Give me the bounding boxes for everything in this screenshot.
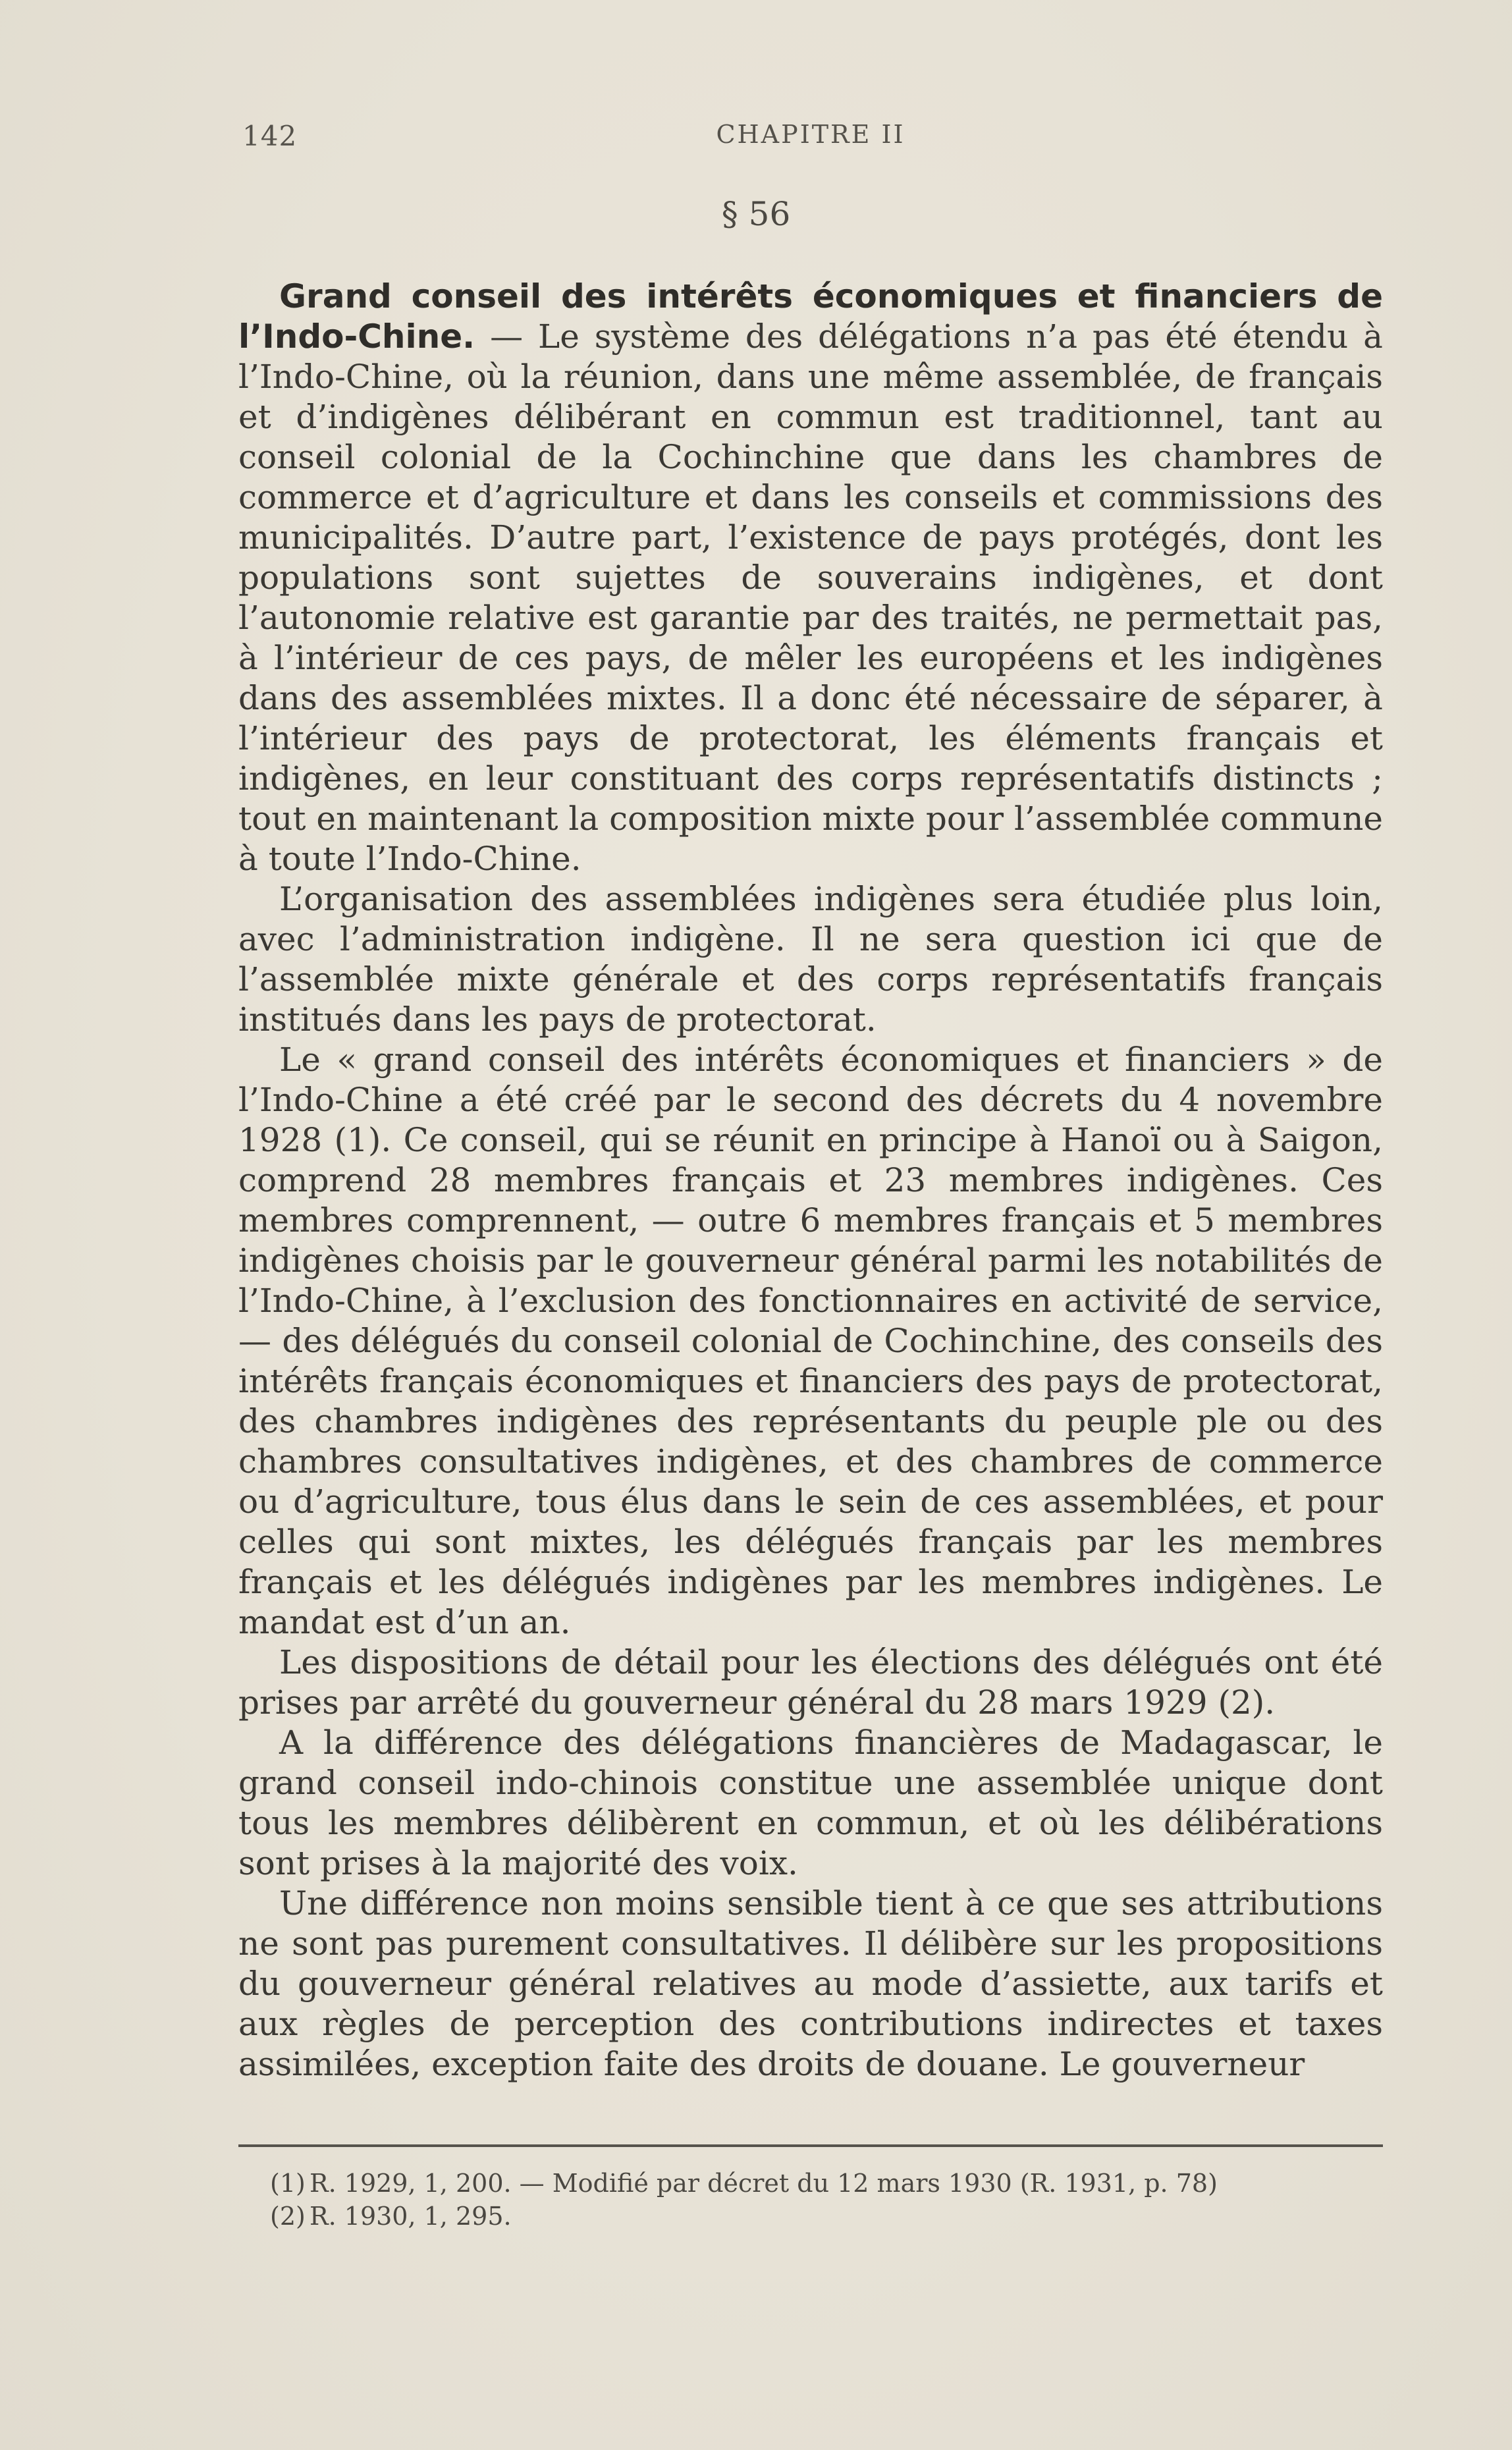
paragraph-2: L’organisation des assemblées indigènes sera étudiée plus loin, avec l’administration indigène. Il ne sera question ici que de l’assemblée mixte générale et des corps représentatifs français institués dans les pays de protectorat.: [238, 880, 1383, 1039]
footnote-2-text: R. 1930, 1, 295.: [310, 2202, 512, 2231]
paragraph-4: Les dispositions de détail pour les élections des délégués ont été prises par arrêté du gouverneur général du 28 mars 1929 (2).: [238, 1643, 1383, 1722]
running-head: [238, 120, 1383, 159]
footnotes: [270, 2167, 1383, 2233]
footnote-rule: [238, 2144, 1383, 2147]
section-number: § 56: [721, 195, 791, 233]
footnote-1-text: R. 1929, 1, 200. — Modifié par décret du 12 mars 1930 (R. 1931, p. 78): [310, 2169, 1218, 2198]
footnote-2-marker: (2): [270, 2202, 306, 2231]
page-number: 142: [242, 120, 298, 152]
footnote-1: [270, 2167, 1383, 2200]
section-heading: Grand conseil des intérêts économiques et financiers de l’Indo-Chine.: [238, 277, 1383, 356]
paragraph-1: [238, 277, 1383, 879]
body-text: [238, 277, 1383, 2084]
footnote-2: [270, 2200, 1383, 2233]
paragraph-6: Une différence non moins sensible tient à ce que ses attributions ne sont pas purement consultatives. Il délibère sur les propositions du gouverneur général relatives au mode d’assiette, aux tarifs et aux règles de perception des contributions indirectes et taxes assimilées, exception faite des droits de douane. Le gouverneur: [238, 1884, 1383, 2083]
chapter-title: CHAPITRE II: [716, 120, 905, 149]
paragraph-3: Le « grand conseil des intérêts économiques et financiers » de l’Indo-Chine a été créé par le second des décrets du 4 novembre 1928 (1). Ce conseil, qui se réunit en principe à Hanoï ou à Saigon, comprend 28 membres français et 23 membres indigènes. Ces membres comprennent, — outre 6 membres français et 5 membres indigènes choisis par le gouverneur général parmi les notabilités de l’Indo-Chine, à l’exclusion des fonctionnaires en activité de service, — des délégués du conseil colonial de Cochinchine, des conseils des intérêts français économiques et financiers des pays de protectorat, des chambres indigènes des représentants du peuple ple ou des chambres consultatives indigènes, et des chambres de commerce ou d’agriculture, tous élus dans le sein de ces assemblées, et pour celles qui sont mixtes, les délégués français par les membres français et les délégués indigènes par les membres indigènes. Le mandat est d’un an.: [238, 1041, 1383, 1641]
footnote-1-marker: (1): [270, 2169, 306, 2198]
paragraph-1-text: — Le système des délégations n’a pas été étendu à l’Indo-Chine, où la réunion, dans une même assemblée, de français et d’indigènes délibérant en commun est traditionnel, tant au conseil colonial de la Cochinchine que dans les chambres de commerce et d’agriculture et dans les conseils et commissions des municipalités. D’autre part, l’existence de pays protégés, dont les populations sont sujettes de souverains indigènes, et dont l’autonomie relative est garantie par des traités, ne permettait pas, à l’intérieur de ces pays, de mêler les européens et les indigènes dans des assemblées mixtes. Il a donc été nécessaire de séparer, à l’intérieur des pays de protectorat, les éléments français et indigènes, en leur constituant des corps représentatifs distincts ; tout en maintenant la composition mixte pour l’assemblée commune à toute l’Indo-Chine.: [238, 317, 1383, 878]
paragraph-5: A la différence des délégations financières de Madagascar, le grand conseil indo-chinois constitue une assemblée unique dont tous les membres délibèrent en commun, et où les délibérations sont prises à la majorité des voix.: [238, 1724, 1383, 1882]
